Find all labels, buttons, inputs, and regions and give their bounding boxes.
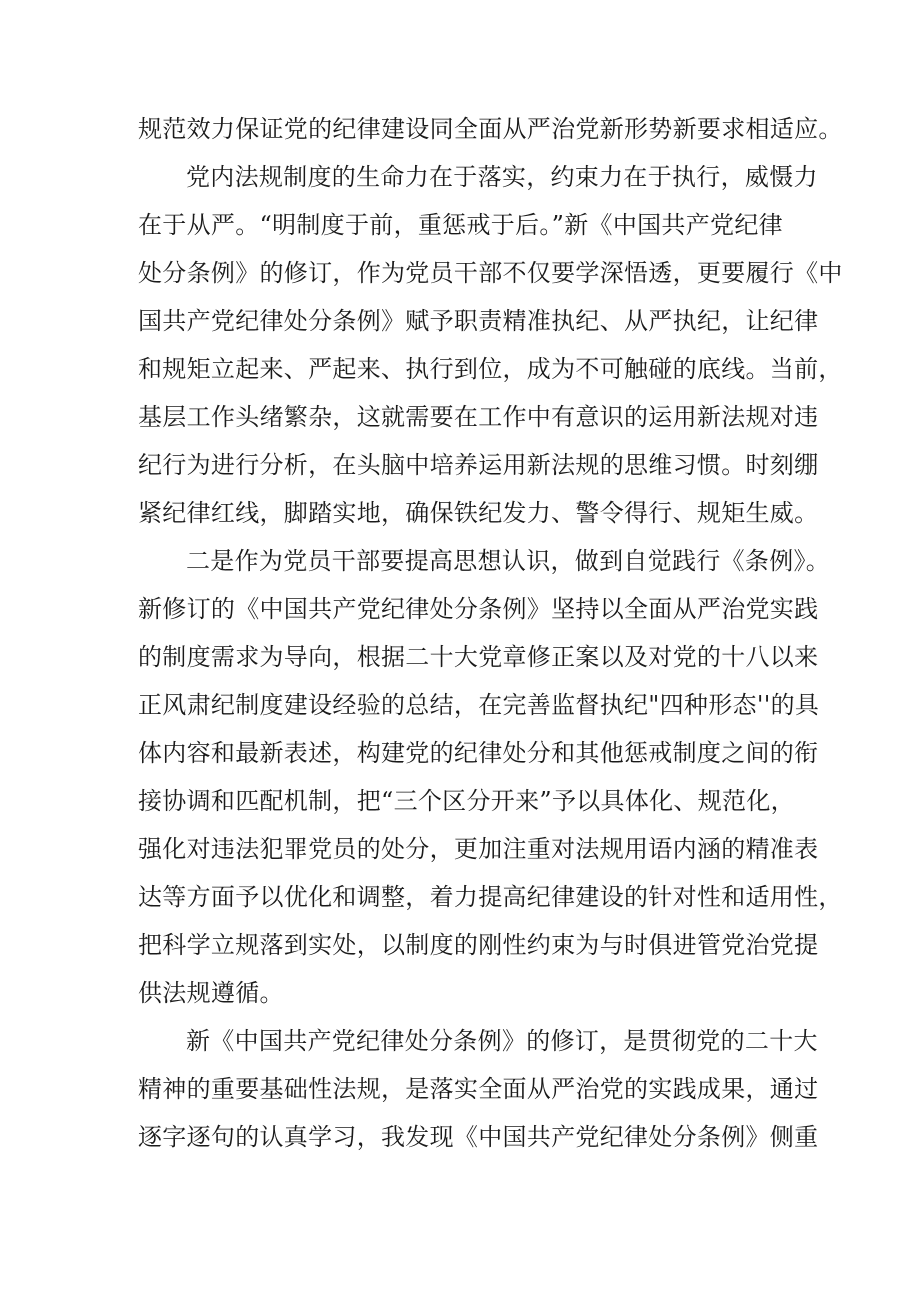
text-line: 二是作为党员干部要提高思想认识，做到自觉践行《条例》。 [186,547,831,575]
text-line: 正风肃纪制度建设经验的总结，在完善监督执纪"四种形态''的具 [138,691,820,719]
text-line: 供法规遵循。 [138,979,284,1007]
text-line: 纪行为进行分析，在头脑中培养运用新法规的思维习惯。时刻绷 [138,451,819,479]
text-line: 接协调和匹配机制，把“三个区分开来”予以具体化、规范化， [138,787,795,815]
text-line: 和规矩立起来、严起来、执行到位，成为不可触碰的底线。当前， [138,355,843,383]
text-line: 把科学立规落到实处，以制度的刚性约束为与时俱进管党治党提 [138,931,819,959]
text-line: 体内容和最新表述，构建党的纪律处分和其他惩戒制度之间的衔 [138,739,819,767]
text-line: 在于从严。“明制度于前，重惩戒于后。”新《中国共产党纪律 [138,211,783,239]
text-line: 新《中国共产党纪律处分条例》的修订，是贯彻党的二十大 [186,1027,818,1055]
text-line: 逐字逐句的认真学习，我发现《中国共产党纪律处分条例》侧重 [138,1123,819,1151]
text-line: 达等方面予以优化和调整，着力提高纪律建设的针对性和适用性， [138,883,843,911]
text-line: 紧纪律红线，脚踏实地，确保铁纪发力、警令得行、规矩生威。 [138,499,819,527]
text-line: 精神的重要基础性法规，是落实全面从严治党的实践成果，通过 [138,1075,819,1103]
text-line: 规范效力保证党的纪律建设同全面从严治党新形势新要求相适应。 [138,115,843,143]
text-line: 强化对违法犯罪党员的处分，更加注重对法规用语内涵的精准表 [138,835,819,863]
text-line: 的制度需求为导向，根据二十大党章修正案以及对党的十八以来 [138,643,819,671]
text-line: 新修订的《中国共产党纪律处分条例》坚持以全面从严治党实践 [138,595,819,623]
text-line: 国共产党纪律处分条例》赋予职责精准执纪、从严执纪，让纪律 [138,307,819,335]
text-line: 处分条例》的修订，作为党员干部不仅要学深悟透，更要履行《中 [138,259,843,287]
text-line: 基层工作头绪繁杂，这就需要在工作中有意识的运用新法规对违 [138,403,819,431]
text-line: 党内法规制度的生命力在于落实，约束力在于执行，威慑力 [186,163,818,191]
